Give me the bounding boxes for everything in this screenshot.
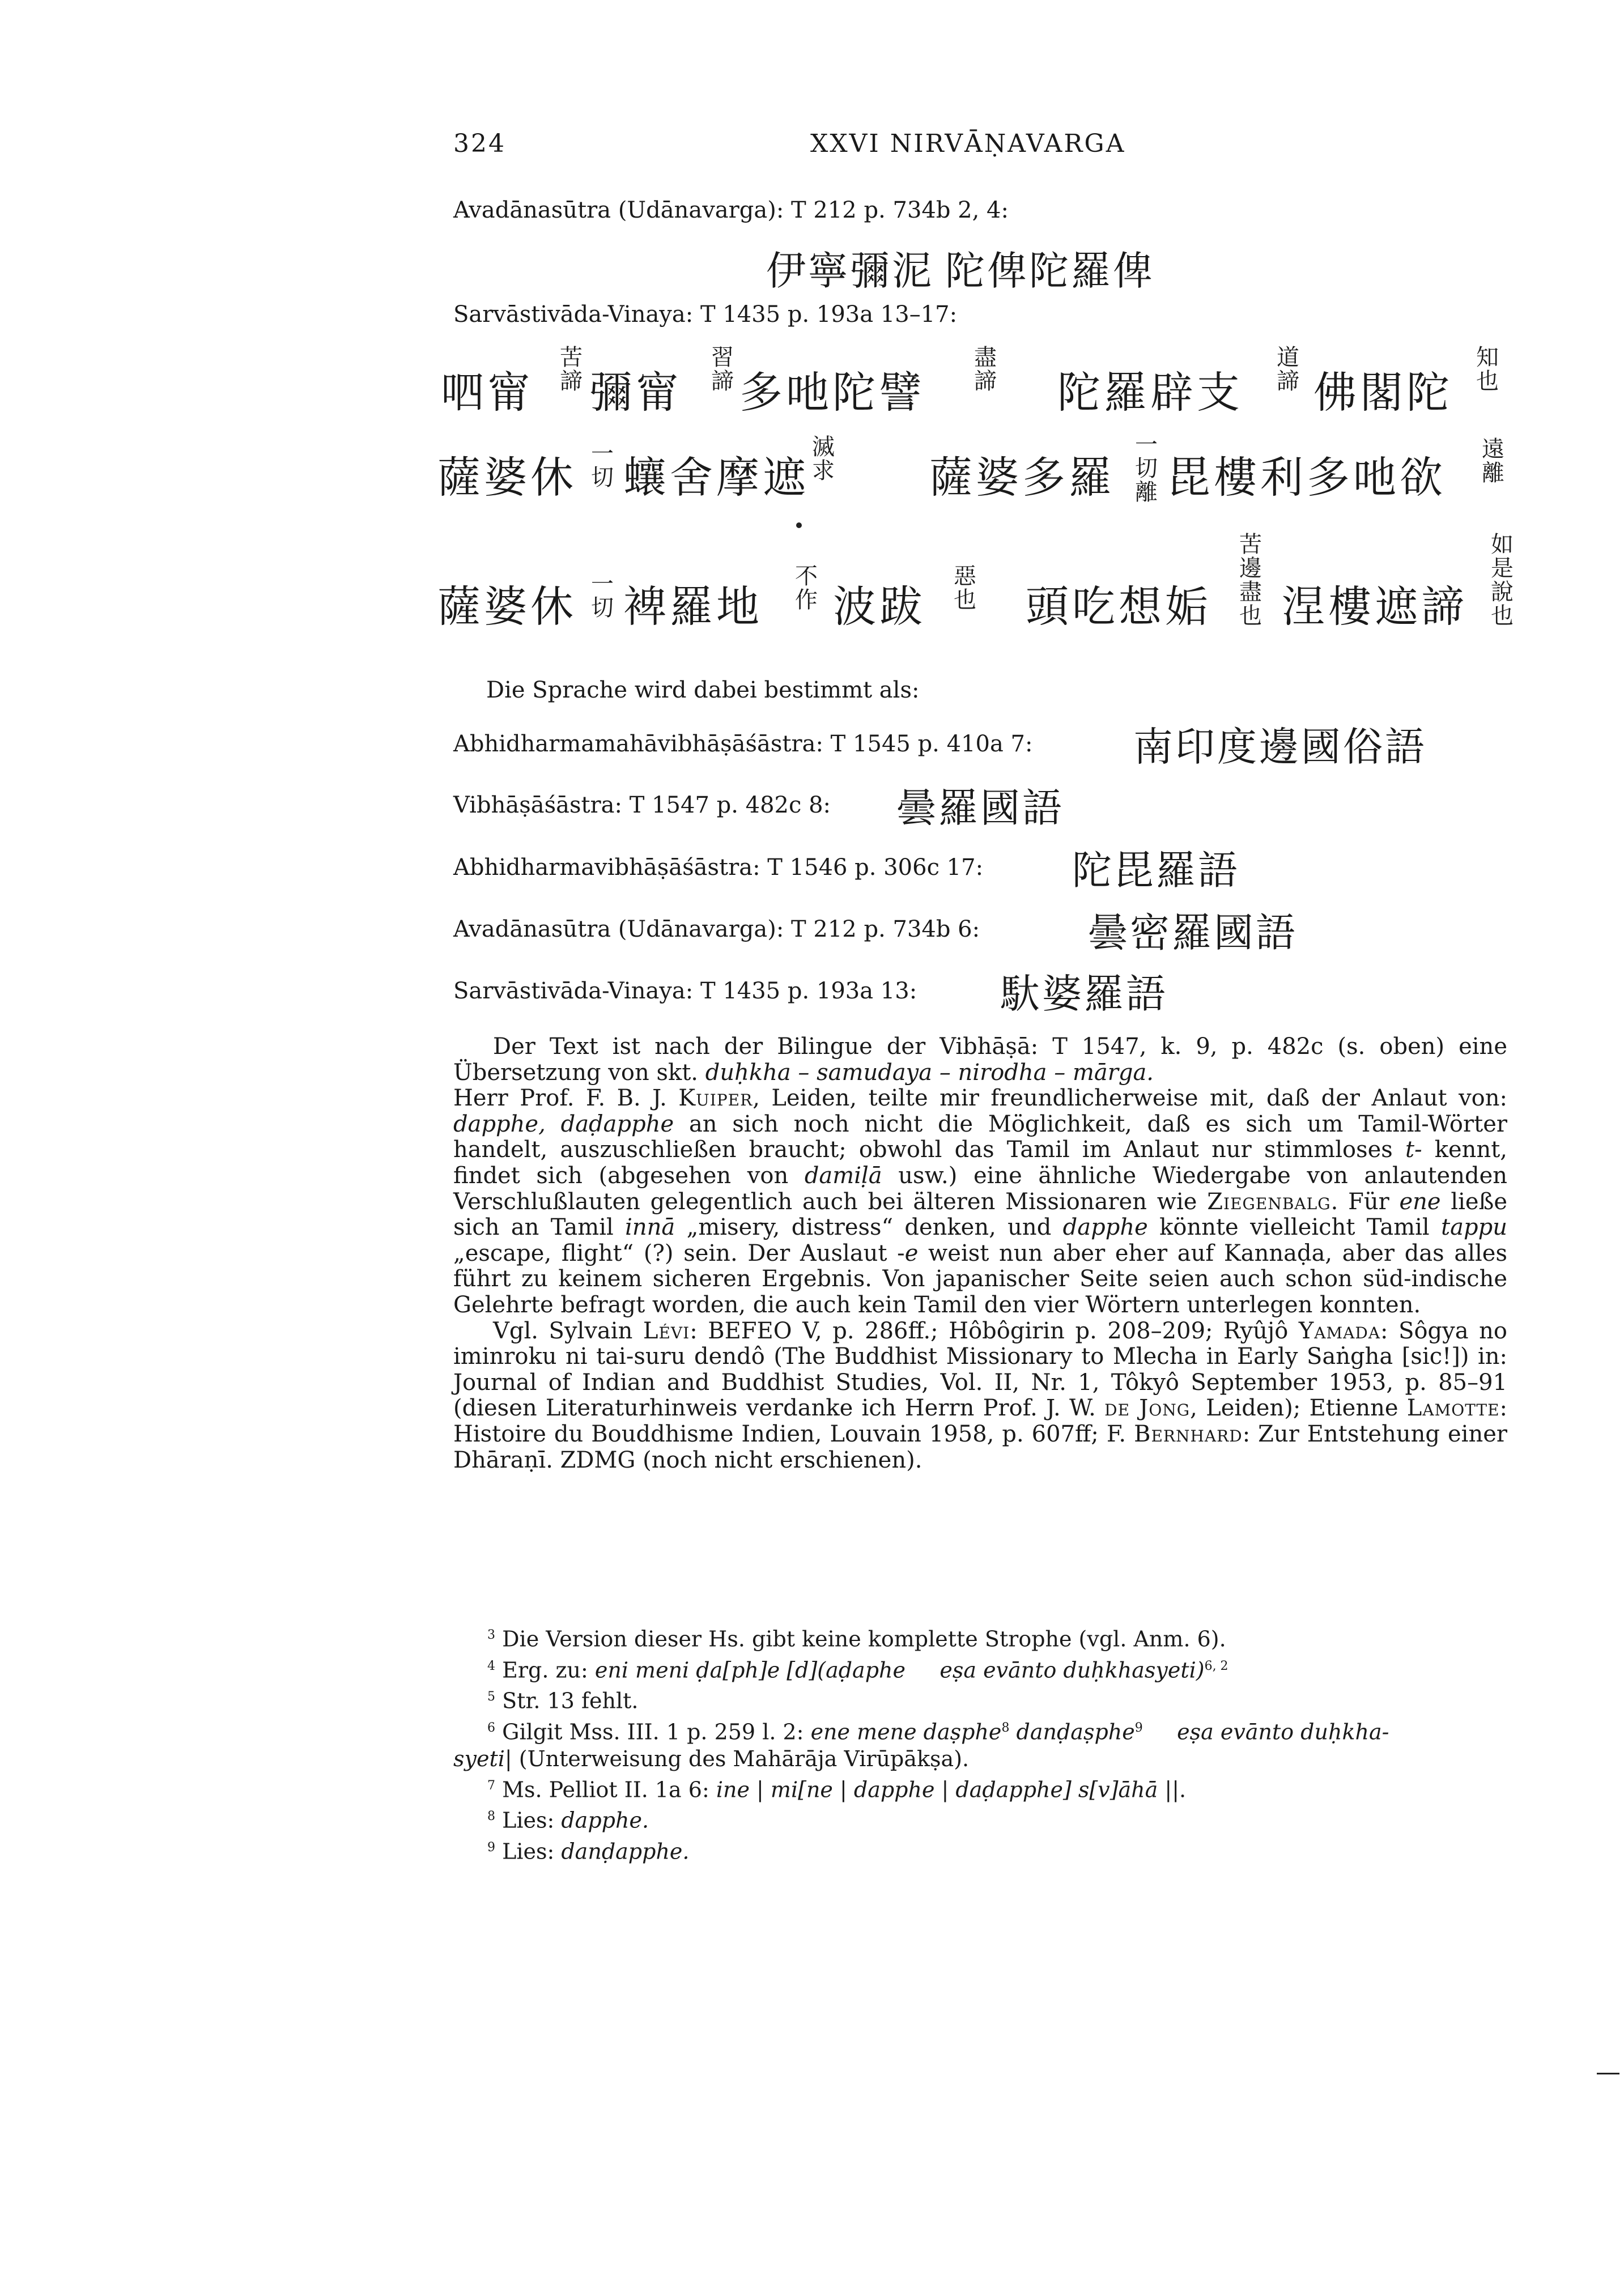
vinaya-r3-g5: 涅樓遮諦 bbox=[1282, 581, 1468, 632]
vinaya-r1-g3: 多吔陀譬 bbox=[739, 367, 925, 418]
vinaya-r1-a4: 道諦 bbox=[1277, 345, 1299, 394]
page-number: 324 bbox=[453, 129, 506, 158]
lang-source-5: Sarvāstivāda-Vinaya: T 1435 p. 193a 13: bbox=[453, 978, 917, 1004]
vinaya-r2-a2: 滅求 bbox=[812, 434, 835, 484]
footnote-9: $^9$ Lies: danḍapphe. bbox=[487, 1839, 690, 1864]
lang-cn-4: 曇密羅國語 bbox=[1088, 909, 1298, 956]
vinaya-r2-g3: 薩婆多羅 bbox=[929, 452, 1115, 503]
vinaya-r1-a3: 盡諦 bbox=[974, 345, 997, 394]
footnotes bbox=[453, 1622, 1507, 1865]
footnote-8: $^8$ Lies: dapphe. bbox=[487, 1808, 649, 1833]
vinaya-r3-a1: 一切 bbox=[591, 571, 614, 621]
lang-source-3: Abhidharmavibhāṣāśāstra: T 1546 p. 306c 17: bbox=[453, 854, 984, 881]
vinaya-r3-a4: 苦邊盡也 bbox=[1239, 532, 1262, 629]
dot-mark bbox=[796, 522, 802, 528]
lang-cn-3: 陀毘羅語 bbox=[1072, 847, 1240, 894]
body-text bbox=[453, 1034, 1507, 1473]
running-title: XXVI NIRVĀṆAVARGA bbox=[810, 129, 1126, 158]
footnote-5: $^5$ Str. 13 fehlt. bbox=[487, 1688, 639, 1714]
source-sarvastivada: Sarvāstivāda-Vinaya: T 1435 p. 193a 13–17: bbox=[453, 301, 958, 328]
footnote-4: $^4$ Erg. zu: eni meni ḍa[ph]e [d](aḍaphe eṣa evānto duḥkhasyeti)$^{6, 2}$ bbox=[487, 1657, 1228, 1683]
vinaya-r1-g4: 陀羅辟支 bbox=[1057, 367, 1243, 418]
vinaya-r2-a4: 遠離 bbox=[1482, 436, 1504, 486]
lang-source-4: Avadānasūtra (Udānavarga): T 212 p. 734b 6: bbox=[453, 916, 980, 942]
footnote-3: $^3$ Die Version dieser Hs. gibt keine komplette Strophe (vgl. Anm. 6). bbox=[487, 1626, 1226, 1652]
vinaya-r3-a3: 惡也 bbox=[954, 563, 976, 613]
vinaya-r1-g2: 彌甯 bbox=[589, 367, 682, 418]
footnote-7: $^7$ Ms. Pelliot II. 1a 6: ine | mi[ne | dapphe | daḍapphe] s[v]āhā ||. bbox=[487, 1777, 1187, 1802]
vinaya-r1-a2: 習諦 bbox=[711, 345, 734, 394]
vinaya-r2-g4: 毘樓利多吔欲 bbox=[1167, 452, 1446, 503]
vinaya-r3-g1: 薩婆休 bbox=[437, 581, 577, 632]
lang-source-1: Abhidharmamahāvibhāṣāśāstra: T 1545 p. 410a 7: bbox=[453, 731, 1033, 757]
vinaya-r3-a5: 如是說也 bbox=[1491, 532, 1514, 629]
vinaya-r1-g5: 佛閣陀 bbox=[1313, 367, 1453, 418]
vinaya-r3-g3: 波跋 bbox=[833, 581, 926, 632]
vinaya-r2-a1: 一切 bbox=[591, 441, 614, 491]
vinaya-r3-g2: 裨羅地 bbox=[623, 581, 763, 632]
vinaya-r2-g1: 薩婆休 bbox=[437, 452, 577, 503]
lang-cn-5: 馱婆羅語 bbox=[1000, 971, 1168, 1017]
vinaya-r1-a1: 苦諦 bbox=[560, 345, 583, 394]
footnote-6: $^6$ Gilgit Mss. III. 1 p. 259 l. 2: ene mene daṣphe$^8$ danḍaṣphe$^9$ eṣa evānto duḥkha- bbox=[487, 1719, 1389, 1745]
cn-transcription-a: 伊寧彌泥 bbox=[766, 248, 934, 294]
language-intro: Die Sprache wird dabei bestimmt als: bbox=[486, 677, 920, 703]
paragraph-1: Der Text ist nach der Bilingue der Vibhāṣā: T 1547, k. 9, p. 482c (s. oben) eine Übersetzung von skt. duḥkha – samudaya – nirodha – mārga. Herr Prof. F. B. J. Kuiper, Leiden, teilte mir freundlicherweise mit, daß der Anlaut von: dapphe, daḍapphe an sich noch nicht die Möglichkeit, daß es sich um Tamil-Wörter handelt, auszuschließen braucht; obwohl das Tamil im Anlaut nur stimmloses t- kennt, findet sich (abgesehen von damiḷā usw.) eine ähnliche Wiedergabe von anlautenden Verschlußlauten gelegentlich auch bei älteren Missionaren wie Ziegenbalg. Für ene ließe sich an Tamil innā „misery, distress“ denken, und dapphe könnte vielleicht Tamil tappu „escape, flight“ (?) sein. Der Auslaut -e weist nun aber eher auf Kannaḍa, aber das alles führt zu keinem sicheren Ergebnis. Von japanischer Seite seien auch schon süd-indische Gelehrte befragt worden, die auch kein Tamil den vier Wörtern unterlegen konnten. bbox=[453, 1034, 1508, 1318]
lang-cn-2: 曇羅國語 bbox=[896, 785, 1064, 831]
lang-cn-1: 南印度邊國俗語 bbox=[1133, 724, 1427, 770]
cn-transcription-b: 陀俾陀羅俾 bbox=[945, 248, 1155, 294]
vinaya-r3-a2: 不作 bbox=[795, 563, 818, 613]
footnote-6-continued: syeti| (Unterweisung des Mahārāja Virūpākṣa). bbox=[453, 1746, 970, 1771]
scan-mark bbox=[1597, 2073, 1619, 2074]
paragraph-2: Vgl. Sylvain Lévi: BEFEO V, p. 286ff.; Hôbôgirin p. 208–209; Ryûjô Yamada: Sôgya no iminroku ni tai-suru dendô (The Buddhist Missionary to Mlecha in Early Saṅgha [sic!]) in: Journal of Indian and Buddhist Studies, Vol. II, Nr. 1, Tôkyô September 1953, p. 85–91 (diesen Literaturhinweis verdanke ich Herrn Prof. J. W. de Jong, Leiden); Etienne Lamotte: Histoire du Bouddhisme Indien, Louvain 1958, p. 607ff; F. Bernhard: Zur Entstehung einer Dhāraṇī. ZDMG (noch nicht erschienen). bbox=[453, 1317, 1507, 1473]
vinaya-r2-a3: 一切離 bbox=[1135, 432, 1158, 505]
lang-source-2: Vibhāṣāśāstra: T 1547 p. 482c 8: bbox=[453, 792, 831, 818]
vinaya-r3-g4: 頭吃想姤 bbox=[1026, 581, 1211, 632]
vinaya-r1-a5: 知也 bbox=[1476, 345, 1499, 394]
vinaya-r1-g1: 呬甯 bbox=[441, 367, 534, 418]
vinaya-r2-g2: 蠰舍摩遮 bbox=[623, 452, 809, 503]
source-avadanasutra: Avadānasūtra (Udānavarga): T 212 p. 734b 2, 4: bbox=[453, 197, 1009, 223]
